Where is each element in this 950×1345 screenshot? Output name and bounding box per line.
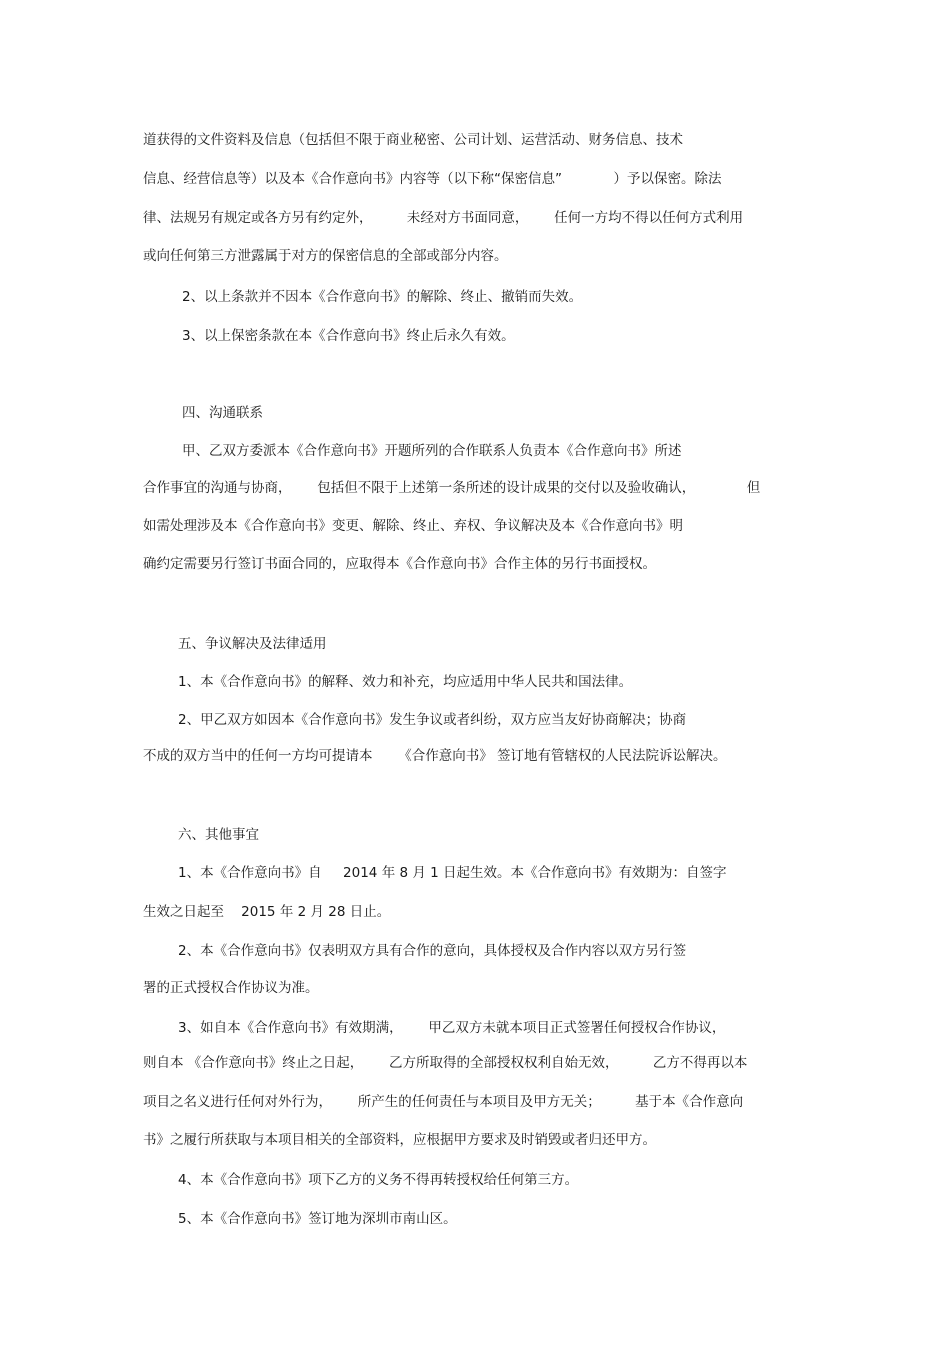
para-line-7: 如需处理涉及本《合作意向书》变更、解除、终止、弃权、争议解决及本《合作意向书》明 [143,518,683,534]
para-line-11: 署的正式授权合作协议为准。 [143,980,319,996]
clause-6-3: 3、如自本《合作意向书》有效期满， 甲乙双方未就本项目正式签署任何授权合作协议， [178,1020,726,1036]
section-heading-4: 四、沟通联系 [182,405,263,421]
clause-5-1: 1、本《合作意向书》的解释、效力和补充，均应适用中华人民共和国法律。 [178,674,633,690]
clause-6-1: 1、本《合作意向书》自 2014 年 8 月 1 日起生效。本《合作意向书》有效期为：自签字 [178,865,727,881]
para-line-10: 生效之日起至 2015 年 2 月 28 日止。 [143,904,391,920]
clause-6-4: 4、本《合作意向书》项下乙方的义务不得再转授权给任何第三方。 [178,1172,579,1188]
para-line-14: 书》之履行所获取与本项目相关的全部资料，应根据甲方要求及时销毁或者归还甲方。 [143,1132,656,1148]
section-heading-5: 五、争议解决及法律适用 [178,636,327,652]
para-line-6: 合作事宜的沟通与协商， 包括但不限于上述第一条所述的设计成果的交付以及验收确认， 但 [143,480,761,496]
para-line-12: 则自本 《合作意向书》终止之日起， 乙方所取得的全部授权权利自始无效， 乙方不得再以本 [143,1055,748,1071]
clause-2: 2、以上条款并不因本《合作意向书》的解除、终止、撤销而失效。 [182,289,583,305]
para-line-1: 道获得的文件资料及信息（包括但不限于商业秘密、公司计划、运营活动、财务信息、技术 [143,132,683,148]
clause-6-5: 5、本《合作意向书》签订地为深圳市南山区。 [178,1211,457,1227]
clause-6-2: 2、本《合作意向书》仅表明双方具有合作的意向，具体授权及合作内容以双方另行签 [178,943,687,959]
para-line-3: 律、法规另有规定或各方另有约定外， 未经对方书面同意， 任何一方均不得以任何方式利用 [143,210,744,226]
section-heading-6: 六、其他事宜 [178,827,259,843]
para-line-9: 不成的双方当中的任何一方均可提请本 《合作意向书》 签订地有管辖权的人民法院诉讼解决。 [143,748,727,764]
para-line-13: 项目之名义进行任何对外行为， 所产生的任何责任与本项目及甲方无关； 基于本《合作意向 [143,1094,744,1110]
clause-3: 3、以上保密条款在本《合作意向书》终止后永久有效。 [182,328,515,344]
clause-5-2: 2、甲乙双方如因本《合作意向书》发生争议或者纠纷，双方应当友好协商解决；协商 [178,712,687,728]
para-line-2: 信息、经营信息等）以及本《合作意向书》内容等（以下称“保密信息” ）予以保密。除法 [143,171,722,187]
para-line-8: 确约定需要另行签订书面合同的，应取得本《合作意向书》合作主体的另行书面授权。 [143,556,656,572]
para-line-4: 或向任何第三方泄露属于对方的保密信息的全部或部分内容。 [143,248,508,264]
para-line-5: 甲、乙双方委派本《合作意向书》开题所列的合作联系人负责本《合作意向书》所述 [182,443,682,459]
